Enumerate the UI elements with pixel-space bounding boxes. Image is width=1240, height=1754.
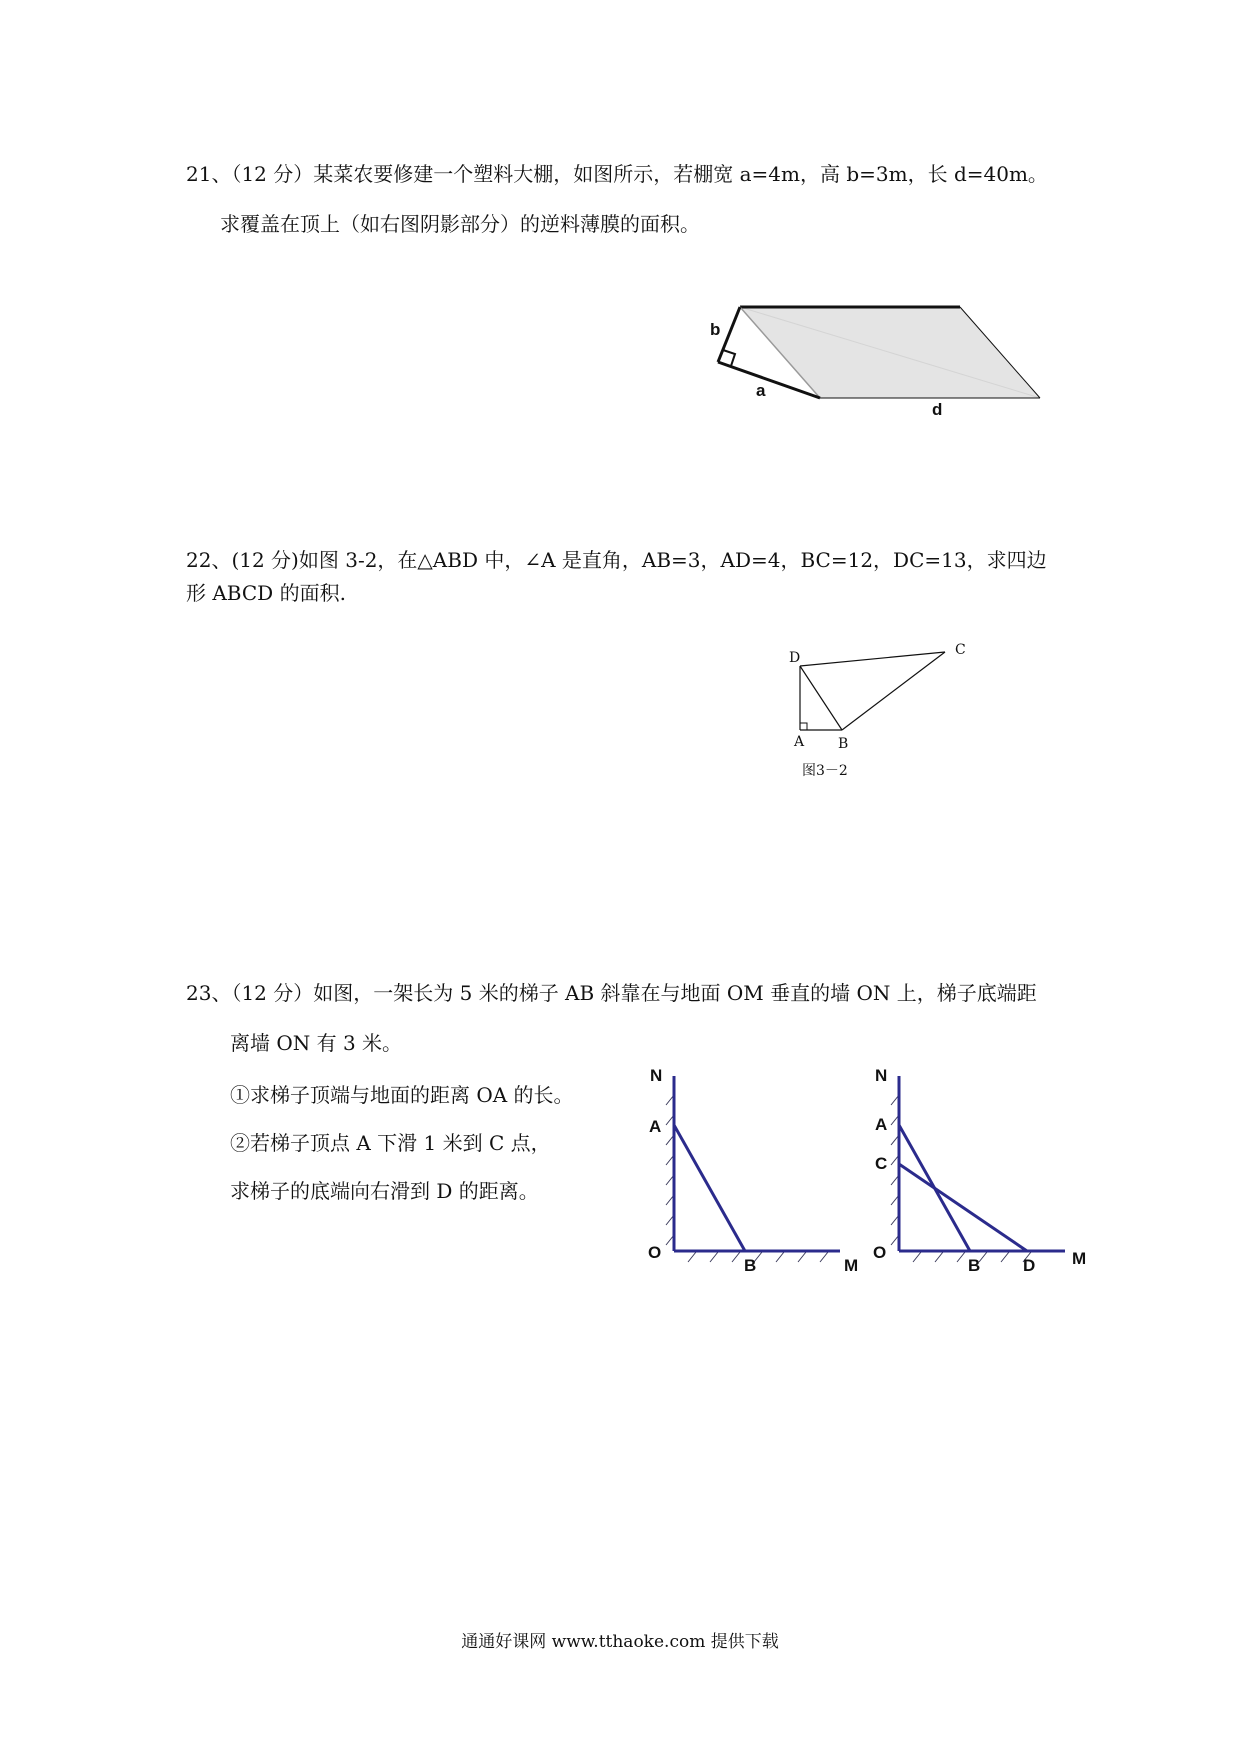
diagonal-DB [800,666,842,730]
side-b [718,307,740,362]
label-A: A [794,734,805,750]
label-d: d [932,400,943,419]
edge-CD [800,652,945,666]
q21-text-line2: 求覆盖在顶上（如右图阴影部分）的逆料薄膜的面积。 [220,212,700,236]
q21-text-line1: 21、（12 分）某菜农要修建一个塑料大棚，如图所示，若棚宽 a=4m，高 b=3m，长 d=40m。 [186,162,1048,186]
q23-sub2: ②若梯子顶点 A 下滑 1 米到 C 点， [230,1131,551,1155]
label-A: A [649,1117,662,1136]
label-N: N [875,1066,888,1085]
q21-greenhouse-figure [700,295,1070,425]
label-C: C [875,1154,888,1173]
q23-sub1: ①求梯子顶端与地面的距离 OA 的长。 [230,1083,574,1107]
label-O: O [648,1243,662,1262]
q23-text-line2: 离墙 ON 有 3 米。 [230,1031,403,1055]
figure-caption: 图3－2 [802,763,848,779]
page-footer: 通通好课网 www.tthaoke.com 提供下载 [461,1632,779,1652]
label-M: M [844,1256,859,1275]
q22-quadrilateral-figure [780,640,980,790]
label-B: B [838,736,849,752]
label-B: B [744,1256,757,1275]
label-B: B [968,1256,981,1275]
label-M: M [1072,1249,1087,1268]
q23-text-line1: 23、（12 分）如图，一架长为 5 米的梯子 AB 斜靠在与地面 OM 垂直的墙 ON 上，梯子底端距 [186,981,1037,1005]
q23-ladder-figure-2 [865,1060,1095,1290]
label-N: N [650,1066,663,1085]
label-A: A [875,1115,888,1134]
q22-text-line1: 22、(12 分)如图 3-2，在△ABD 中，∠A 是直角，AB=3，AD=4，BC=12，DC=13，求四边 [186,548,1047,572]
q23-sub3: 求梯子的底端向右滑到 D 的距离。 [230,1179,539,1203]
label-O: O [873,1243,887,1262]
right-angle-mark-A [800,723,807,730]
label-a: a [756,381,766,400]
label-D: D [1023,1256,1036,1275]
ladder-AB [674,1125,745,1251]
q23-ladder-figure-1 [640,1060,870,1290]
label-b: b [710,320,721,339]
q22-text-line2: 形 ABCD 的面积. [186,581,346,605]
ground-hatching [688,1252,828,1262]
label-D: D [789,650,801,666]
label-C: C [955,642,966,658]
edge-BC [842,652,945,730]
